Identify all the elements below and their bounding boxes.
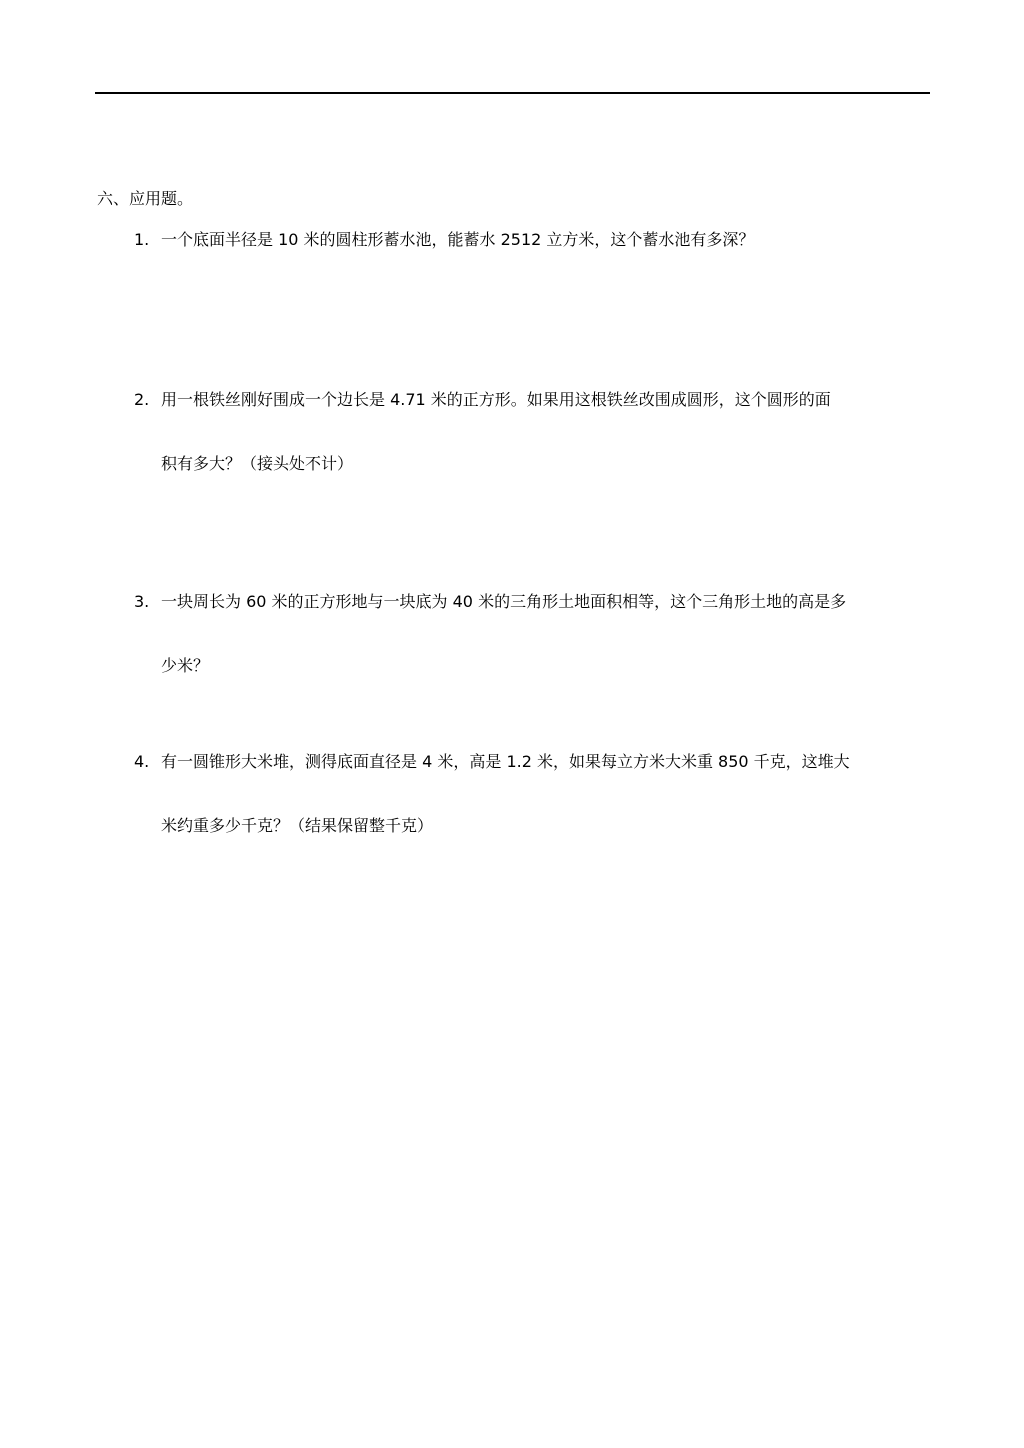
- question-line-continued: [134, 654, 924, 678]
- question-text: 用一根铁丝刚好围成一个边长是 4.71 米的正方形。如果用这根铁丝改围成圆形，这个圆形的面: [161, 390, 831, 409]
- question-number: 4.: [134, 752, 150, 771]
- question-1: [134, 228, 924, 292]
- question-number: 2.: [134, 390, 150, 409]
- question-3: [134, 590, 924, 718]
- question-text-continued: 少米？: [161, 656, 210, 675]
- question-number: 3.: [134, 592, 150, 611]
- question-text: 一个底面半径是 10 米的圆柱形蓄水池，能蓄水 2512 立方米，这个蓄水池有多深？: [161, 230, 755, 249]
- header-rule: [95, 92, 930, 94]
- question-line-continued: [134, 814, 924, 838]
- question-4: [134, 750, 924, 878]
- section-title: 六、应用题。: [97, 189, 194, 208]
- question-line: [134, 590, 924, 614]
- question-text: 一块周长为 60 米的正方形地与一块底为 40 米的三角形土地面积相等，这个三角形土地的高是多: [161, 592, 847, 611]
- question-text: 有一圆锥形大米堆，测得底面直径是 4 米，高是 1.2 米，如果每立方米大米重 850 千克，这堆大: [161, 752, 850, 771]
- question-number: 1.: [134, 230, 150, 249]
- question-line: [134, 228, 924, 252]
- question-text-continued: 米约重多少千克？（结果保留整千克）: [161, 816, 434, 835]
- question-line: [134, 388, 924, 412]
- question-text-continued: 积有多大？（接头处不计）: [161, 454, 354, 473]
- question-line-continued: [134, 452, 924, 476]
- question-line: [134, 750, 924, 774]
- question-2: [134, 388, 924, 516]
